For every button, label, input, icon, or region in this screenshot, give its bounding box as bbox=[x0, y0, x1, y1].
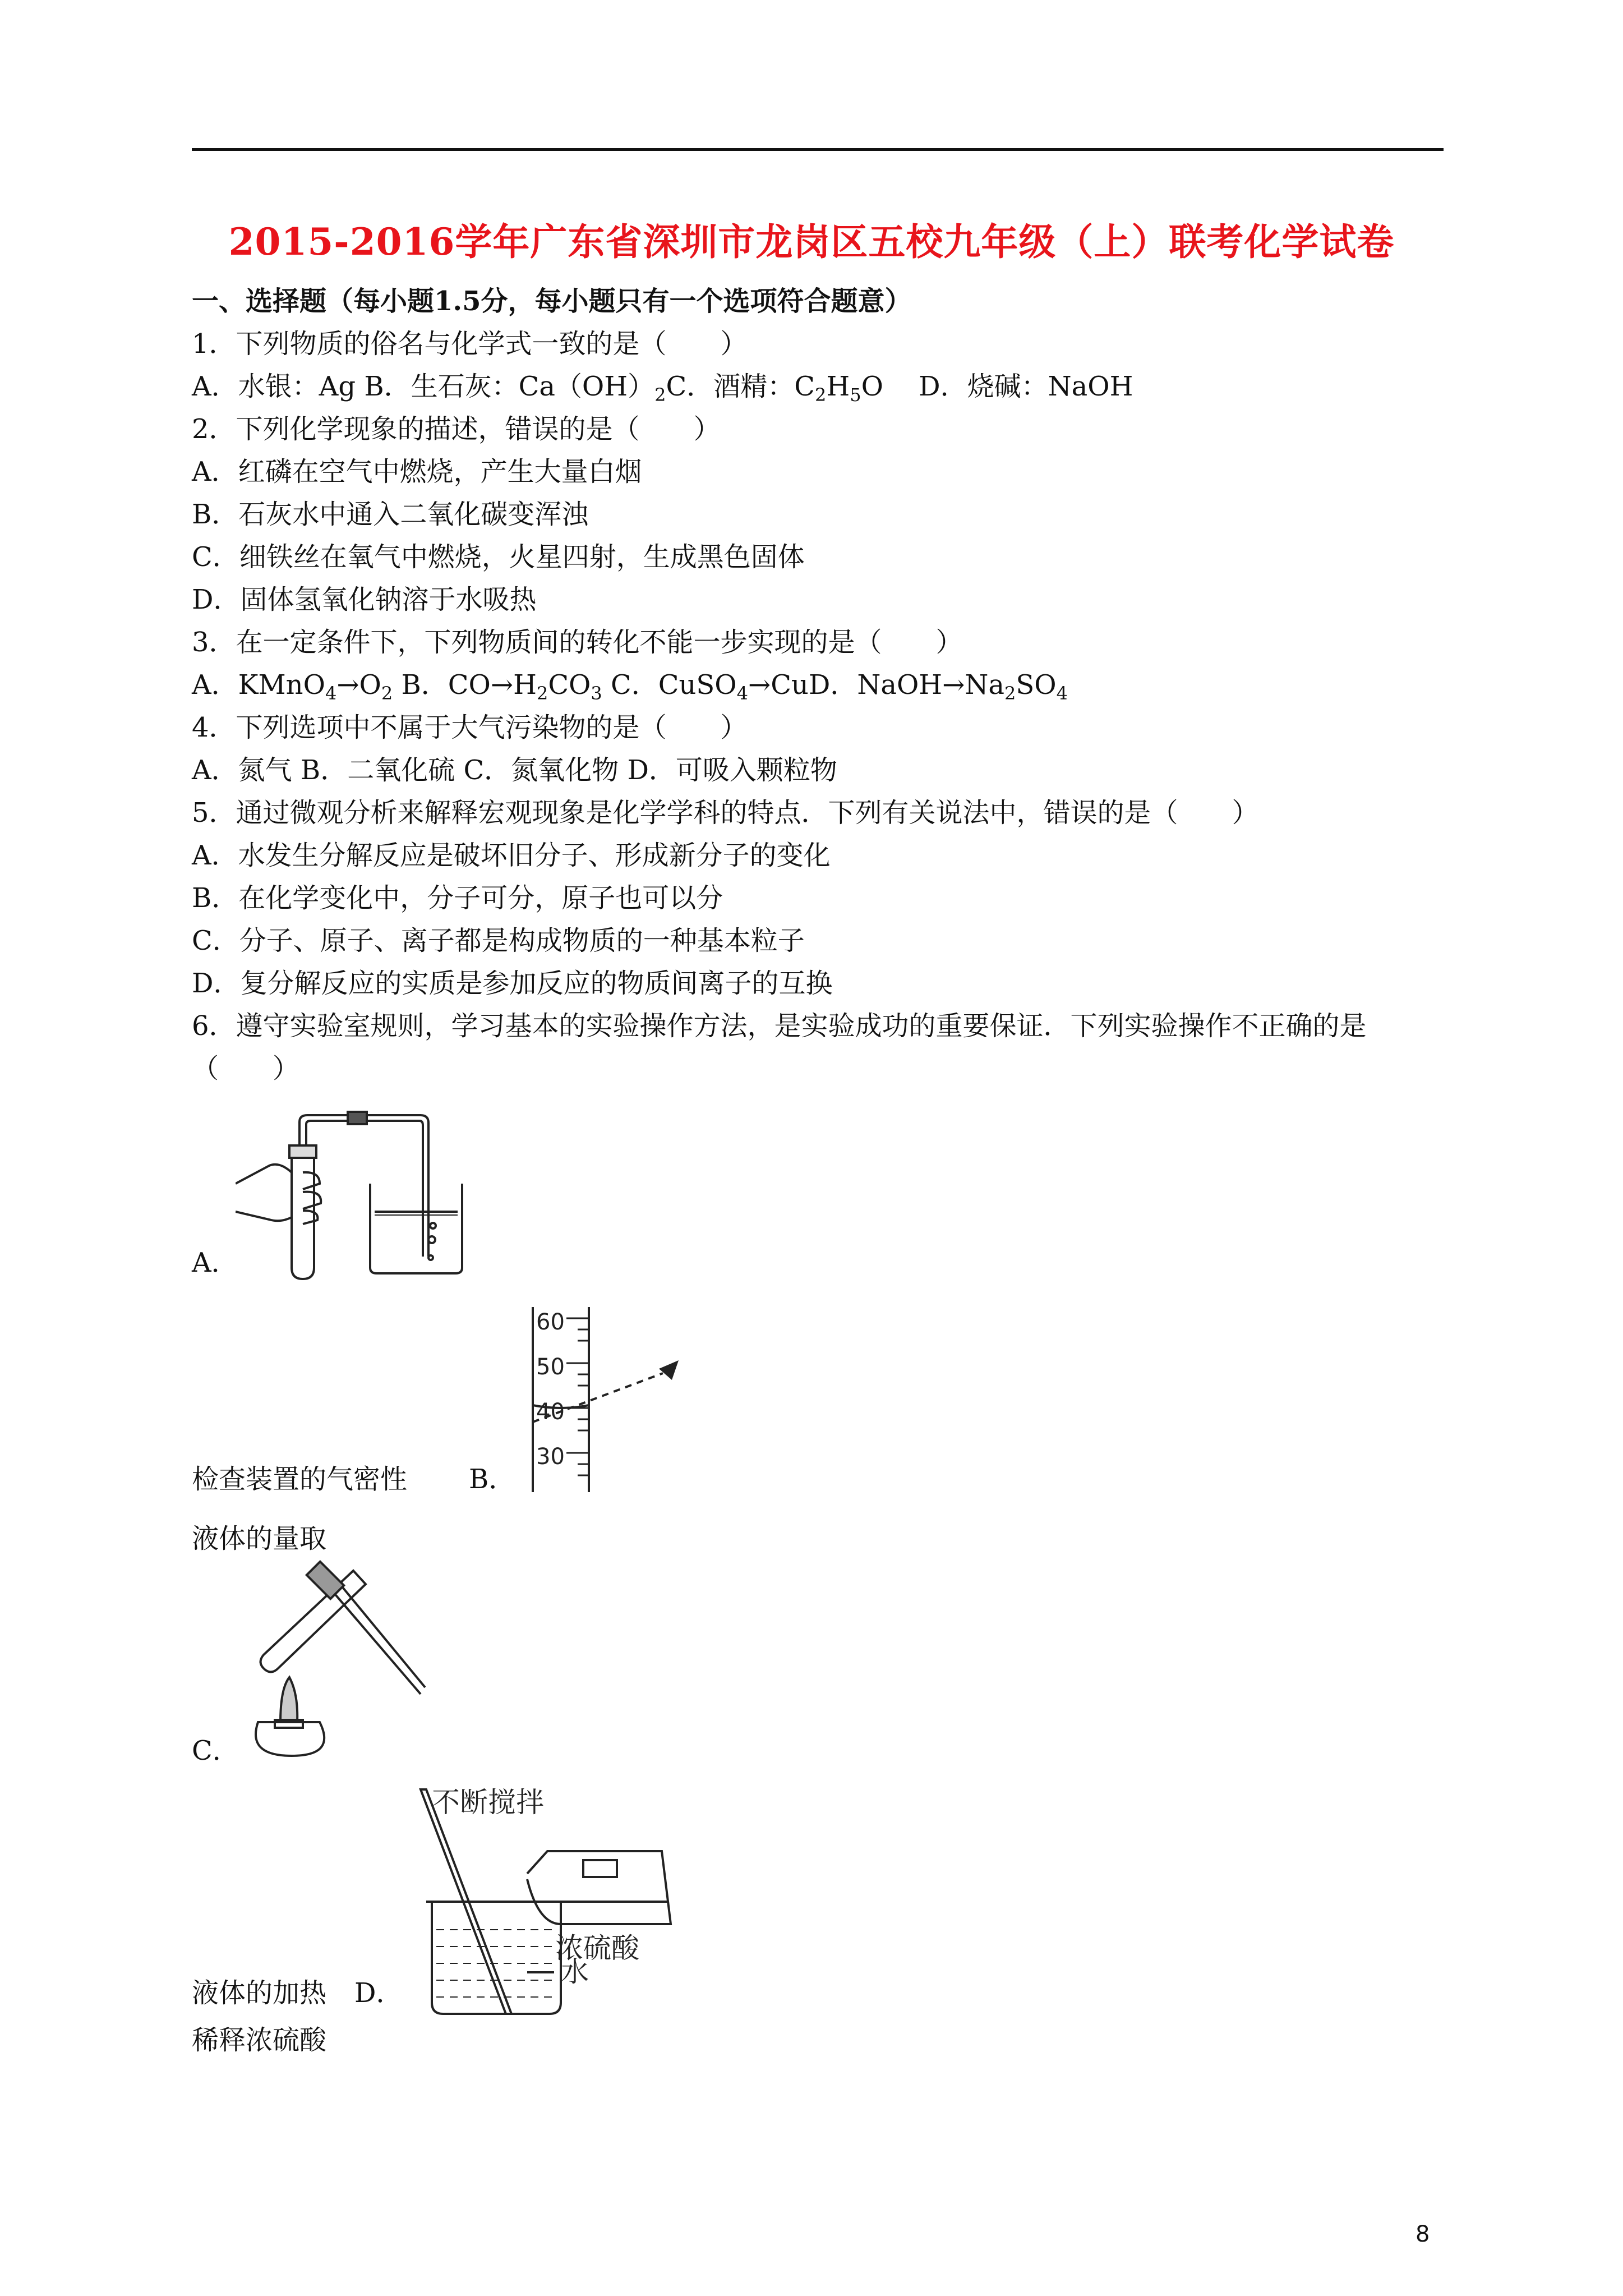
page-title: 2015-2016学年广东省深圳市龙岗区五校九年级（上）联考化学试卷 bbox=[228, 220, 1395, 264]
figure-d-dilution bbox=[415, 1778, 695, 2019]
page-number: 8 bbox=[1415, 2221, 1430, 2247]
question-6-stem: 6．遵守实验室规则，学习基本的实验操作方法，是实验成功的重要保证．下列实验操作不正确的是 bbox=[192, 1010, 1367, 1042]
question-6-stem-paren: （ ） bbox=[192, 1053, 300, 1084]
question-2-stem: 2．下列化学现象的描述，错误的是（ ） bbox=[192, 413, 721, 445]
question-3-options: A．$KMnO_4\to O_2$ B．$CO\to H_2CO_3$ C．CuSO$_4$→CuD．$NaOH\to Na_2SO_4$ bbox=[192, 669, 1068, 704]
q6-option-b-label: B． bbox=[469, 1464, 516, 1495]
tick-30: 30 bbox=[536, 1444, 565, 1470]
question-5-option-a: A．水发生分解反应是破坏旧分子、形成新分子的变化 bbox=[192, 840, 831, 871]
question-2-option-d: D．固体氢氧化钠溶于水吸热 bbox=[192, 584, 537, 615]
eye-icon bbox=[659, 1360, 679, 1380]
header-rule bbox=[192, 148, 1444, 151]
question-5-option-d: D．复分解反应的实质是参加反应的物质间离子的互换 bbox=[192, 968, 833, 999]
q6-option-d-label: D． bbox=[354, 1977, 403, 2009]
question-5-option-c: C．分子、原子、离子都是构成物质的一种基本粒子 bbox=[192, 925, 805, 956]
flame bbox=[280, 1677, 297, 1722]
q6-option-c-label: C． bbox=[192, 1735, 239, 1766]
question-4-stem: 4．下列选项中不属于大气污染物的是（ ） bbox=[192, 712, 748, 743]
test-tube bbox=[260, 1571, 366, 1672]
q6-option-a-label: A． bbox=[192, 1247, 238, 1278]
figure-b-cylinder bbox=[522, 1307, 690, 1492]
q6-option-c-caption: 液体的加热 D． bbox=[192, 1977, 403, 2009]
beaker bbox=[370, 1184, 462, 1273]
label-acid: 浓硫酸 bbox=[555, 1932, 639, 1964]
tick-50: 50 bbox=[536, 1354, 565, 1380]
question-2-option-c: C．细铁丝在氧气中燃烧，火星四射，生成黑色固体 bbox=[192, 541, 805, 573]
test-tube bbox=[292, 1156, 314, 1279]
question-5-option-b: B．在化学变化中，分子可分，原子也可以分 bbox=[192, 882, 723, 914]
stopper bbox=[289, 1145, 316, 1158]
acid-container bbox=[527, 1851, 671, 1924]
question-3-stem: 3．在一定条件下，下列物质间的转化不能一步实现的是（ ） bbox=[192, 627, 963, 658]
section-heading: 一、选择题（每小题1.5分，每小题只有一个选项符合题意） bbox=[192, 286, 912, 317]
rubber-joint bbox=[348, 1112, 367, 1124]
q6-option-b-caption: 液体的量取 bbox=[192, 1523, 327, 1554]
question-4-options: A．氮气 B．二氧化硫 C．氮氧化物 D．可吸入颗粒物 bbox=[192, 754, 837, 786]
question-2-option-a: A．红磷在空气中燃烧，产生大量白烟 bbox=[192, 456, 642, 487]
q6-option-d-caption: 稀释浓硫酸 bbox=[192, 2024, 327, 2056]
question-1-stem: 1．下列物质的俗名与化学式一致的是（ ） bbox=[192, 328, 748, 360]
figure-c-heating bbox=[236, 1559, 426, 1761]
delivery-tube bbox=[299, 1115, 428, 1257]
label-stir: 不断搅拌 bbox=[432, 1786, 544, 1819]
question-1-options: A．水银：Ag B．生石灰：$Ca(OH)_2C$．酒精：$C_2H_5O$ D．烧碱：NaOH bbox=[192, 371, 1133, 406]
question-2-option-b: B．石灰水中通入二氧化碳变浑浊 bbox=[192, 499, 589, 530]
label-water: 水 bbox=[561, 1955, 589, 1988]
figure-a-airtightness bbox=[236, 1099, 477, 1285]
q6-option-a-caption: 检查装置的气密性 B． bbox=[192, 1464, 516, 1495]
question-5-stem: 5．通过微观分析来解释宏观现象是化学学科的特点．下列有关说法中，错误的是（ ） bbox=[192, 797, 1259, 829]
tick-40: 40 bbox=[536, 1399, 565, 1425]
hand bbox=[236, 1165, 292, 1221]
tick-60: 60 bbox=[536, 1309, 565, 1335]
